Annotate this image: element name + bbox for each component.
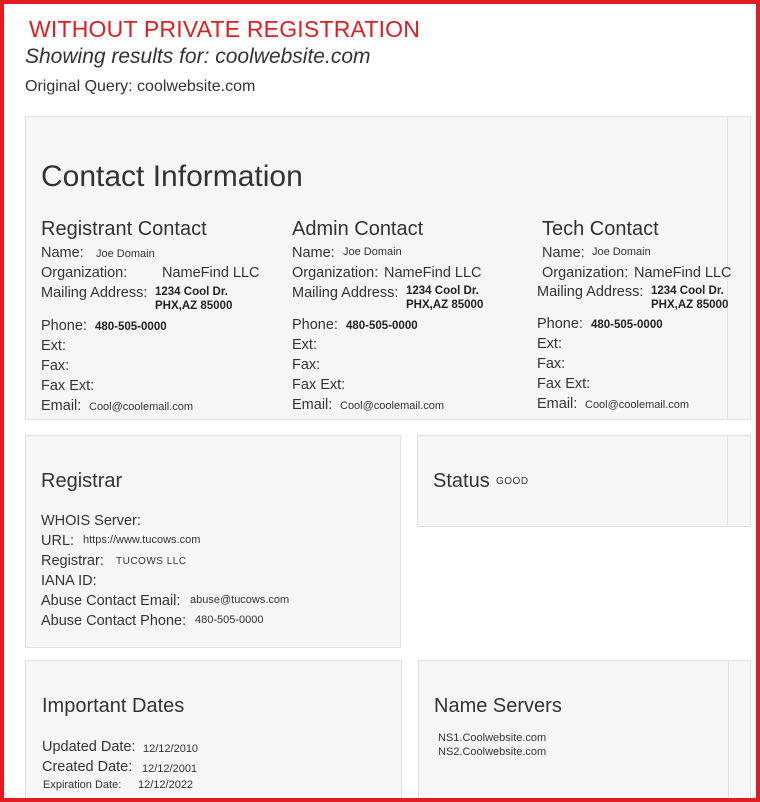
- name-server-1: NS1.Coolwebsite.com: [438, 732, 547, 744]
- tech-ext-label: Ext:: [537, 336, 562, 352]
- original-query: Original Query: coolwebsite.com: [25, 78, 256, 95]
- tech-contact-title: Tech Contact: [542, 218, 659, 240]
- registrant-organization-label: Organization:: [41, 265, 128, 281]
- status-badge: GOOD: [496, 476, 529, 487]
- name-servers-panel: [418, 660, 751, 802]
- name-servers-title: Name Servers: [434, 695, 562, 717]
- whois-server-label: WHOIS Server:: [41, 513, 141, 529]
- panel-divider: [727, 435, 728, 527]
- registrar-label: Registrar:: [41, 553, 104, 569]
- registrant-address-line1: 1234 Cool Dr.: [155, 286, 228, 298]
- expiration-date-label: Expiration Date:: [43, 779, 122, 791]
- tech-phone-label: Phone:: [537, 316, 583, 332]
- tech-address-line2: PHX,AZ 85000: [651, 299, 729, 311]
- admin-phone-value: 480-505-0000: [346, 320, 418, 332]
- registrant-fax-label: Fax:: [41, 358, 70, 374]
- tech-fax-ext-label: Fax Ext:: [537, 376, 591, 392]
- url-label: URL:: [41, 533, 75, 549]
- admin-email-label: Email:: [292, 397, 333, 413]
- admin-address-line2: PHX,AZ 85000: [406, 299, 484, 311]
- iana-id-label: IANA ID:: [41, 573, 97, 589]
- registrant-email-label: Email:: [41, 398, 82, 414]
- updated-date-value: 12/12/2010: [143, 743, 199, 755]
- registrant-name-value: Joe Domain: [96, 248, 155, 260]
- created-date-label: Created Date:: [42, 759, 133, 775]
- registrant-organization-value: NameFind LLC: [162, 265, 260, 281]
- tech-organization-label: Organization:: [542, 265, 629, 281]
- registrant-contact-title: Registrant Contact: [41, 218, 207, 240]
- tech-fax-label: Fax:: [537, 356, 566, 372]
- important-dates-title: Important Dates: [42, 695, 185, 717]
- admin-contact-title: Admin Contact: [292, 218, 424, 240]
- tech-phone-value: 480-505-0000: [591, 319, 663, 331]
- tech-name-label: Name:: [542, 245, 585, 261]
- name-server-2: NS2.Coolwebsite.com: [438, 746, 547, 758]
- admin-fax-ext-label: Fax Ext:: [292, 377, 346, 393]
- expiration-date-value: 12/12/2022: [138, 779, 194, 791]
- admin-organization-label: Organization:: [292, 265, 379, 281]
- abuse-phone-value: 480-505-0000: [195, 614, 264, 626]
- registrant-phone-value: 480-505-0000: [95, 321, 167, 333]
- admin-mailing-label: Mailing Address:: [292, 285, 399, 301]
- admin-email-value: Cool@coolemail.com: [340, 400, 445, 412]
- registrar-value: TUCOWS LLC: [116, 556, 187, 567]
- banner-title: WITHOUT PRIVATE REGISTRATION: [29, 16, 421, 42]
- tech-organization-value: NameFind LLC: [634, 265, 732, 281]
- admin-fax-label: Fax:: [292, 357, 321, 373]
- abuse-email-label: Abuse Contact Email:: [41, 593, 181, 609]
- updated-date-label: Updated Date:: [42, 739, 136, 755]
- showing-results-heading: Showing results for: coolwebsite.com: [25, 45, 371, 68]
- tech-mailing-label: Mailing Address:: [537, 284, 644, 300]
- tech-email-value: Cool@coolemail.com: [585, 399, 690, 411]
- tech-email-label: Email:: [537, 396, 578, 412]
- registrant-name-label: Name:: [41, 245, 84, 261]
- abuse-phone-label: Abuse Contact Phone:: [41, 613, 187, 629]
- admin-organization-value: NameFind LLC: [384, 265, 482, 281]
- registrar-url-link[interactable]: https://www.tucows.com: [83, 534, 201, 546]
- admin-phone-label: Phone:: [292, 317, 338, 333]
- registrant-fax-ext-label: Fax Ext:: [41, 378, 95, 394]
- registrar-title: Registrar: [41, 470, 123, 492]
- admin-name-value: Joe Domain: [343, 246, 402, 258]
- admin-ext-label: Ext:: [292, 337, 317, 353]
- status-title: Status: [433, 470, 490, 492]
- contact-information-title: Contact Information: [41, 160, 303, 193]
- registrant-email-value: Cool@coolemail.com: [89, 401, 194, 413]
- admin-address-line1: 1234 Cool Dr.: [406, 285, 479, 297]
- tech-address-line1: 1234 Cool Dr.: [651, 285, 724, 297]
- admin-name-label: Name:: [292, 245, 335, 261]
- registrant-address-line2: PHX,AZ 85000: [155, 300, 233, 312]
- tech-name-value: Joe Domain: [592, 246, 651, 258]
- registrant-ext-label: Ext:: [41, 338, 66, 354]
- registrant-phone-label: Phone:: [41, 318, 87, 334]
- registrant-mailing-label: Mailing Address:: [41, 285, 148, 301]
- abuse-email-value: abuse@tucows.com: [190, 594, 290, 606]
- created-date-value: 12/12/2001: [142, 763, 198, 775]
- panel-divider: [728, 660, 729, 802]
